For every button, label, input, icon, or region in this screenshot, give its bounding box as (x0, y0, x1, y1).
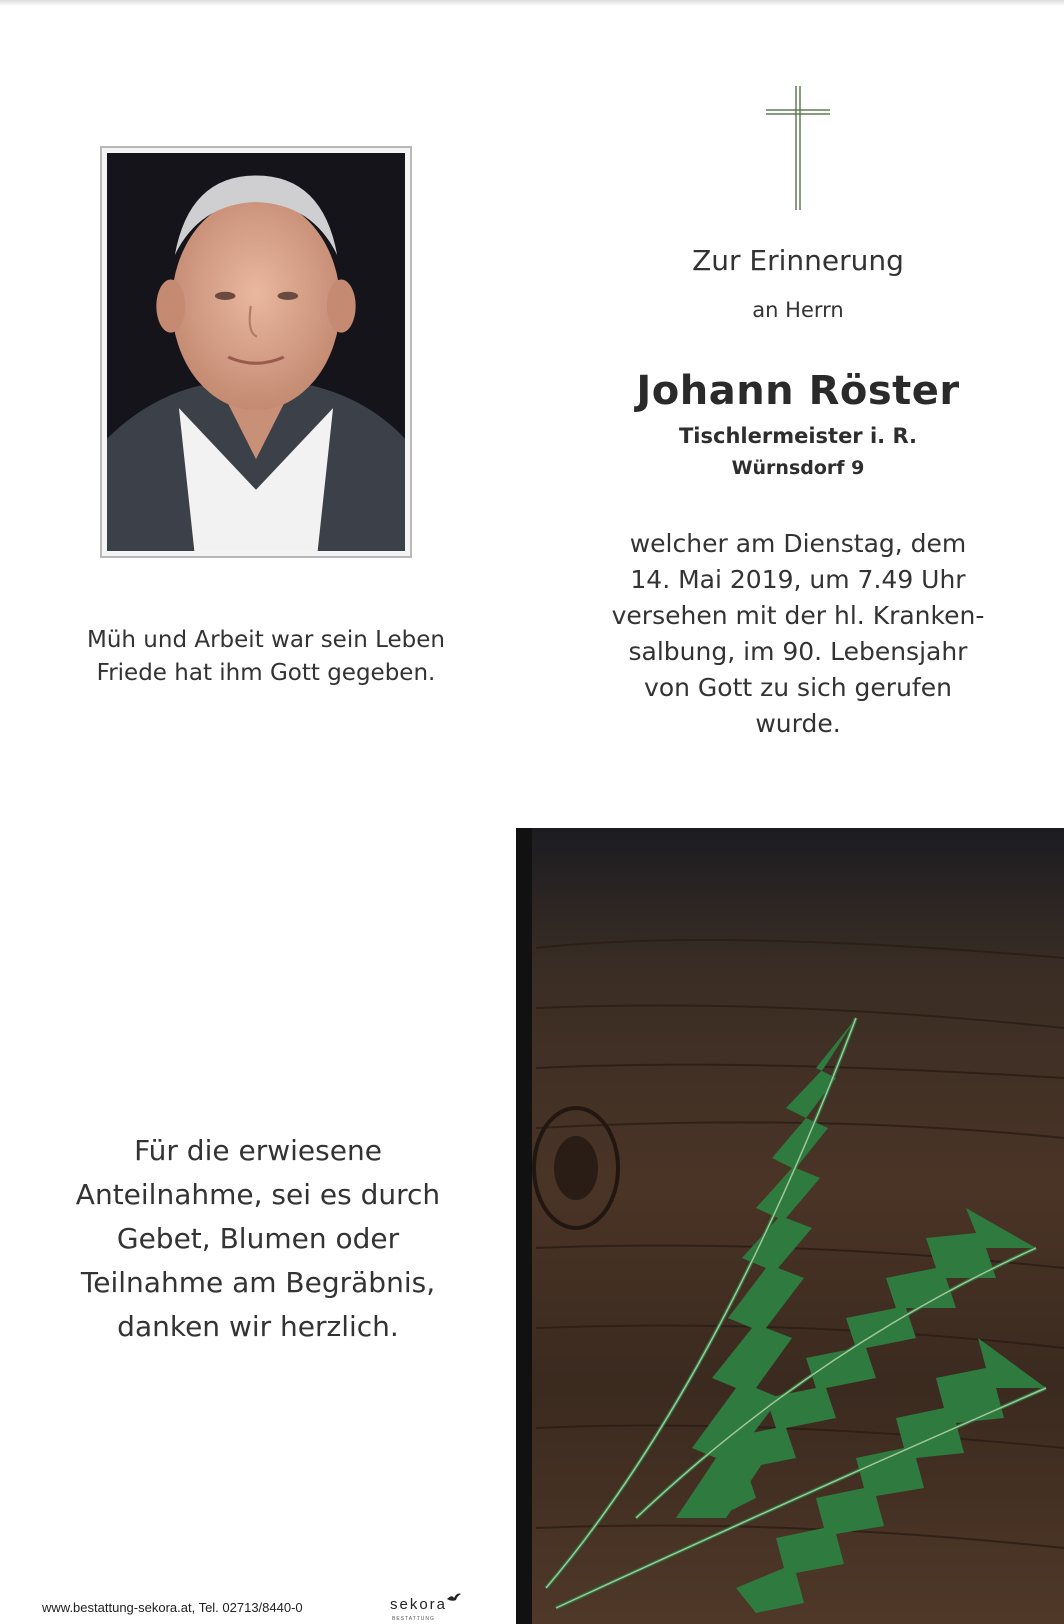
thanks-line: Teilnahme am Begräbnis, (80, 1266, 436, 1299)
deceased-title: Tischlermeister i. R. (678, 424, 917, 448)
deceased-address: Würnsdorf 9 (731, 457, 865, 479)
cross-icon (764, 84, 832, 212)
salutation: an Herrn (752, 298, 844, 322)
obituary-line: versehen mit der hl. Kranken- (611, 601, 985, 630)
thanks-line: danken wir herzlich. (117, 1310, 399, 1343)
memorial-panel (532, 0, 1064, 828)
thanks-line: Für die erwiesene (134, 1134, 382, 1167)
obituary-line: welcher am Dienstag, dem (629, 529, 967, 558)
bird-icon (446, 1592, 462, 1604)
memorial-heading: Zur Erinnerung (692, 244, 904, 277)
motto-line-1: Müh und Arbeit war sein Leben (86, 627, 445, 653)
fern-on-wood-image (516, 828, 1064, 1624)
fern-image-panel (516, 828, 1064, 1624)
thanks-line: Anteilnahme, sei es durch (75, 1178, 441, 1211)
deceased-name: Johann Röster (636, 368, 960, 414)
motto-line-2: Friede hat ihm Gott gegeben. (96, 660, 436, 686)
obituary-line: von Gott zu sich gerufen (644, 673, 952, 702)
portrait-photo (100, 146, 412, 558)
obituary-line: salbung, im 90. Lebensjahr (628, 637, 968, 666)
brand-subtitle: BESTATTUNG (392, 1616, 435, 1622)
footer-contact: www.bestattung-sekora.at, Tel. 02713/8440-0 (42, 1600, 303, 1615)
brand-logo: sekora (390, 1596, 448, 1613)
portrait-image (107, 153, 405, 551)
obituary-line: 14. Mai 2019, um 7.49 Uhr (630, 565, 966, 594)
thanks-line: Gebet, Blumen oder (116, 1222, 400, 1255)
obituary-line: wurde. (755, 709, 841, 738)
